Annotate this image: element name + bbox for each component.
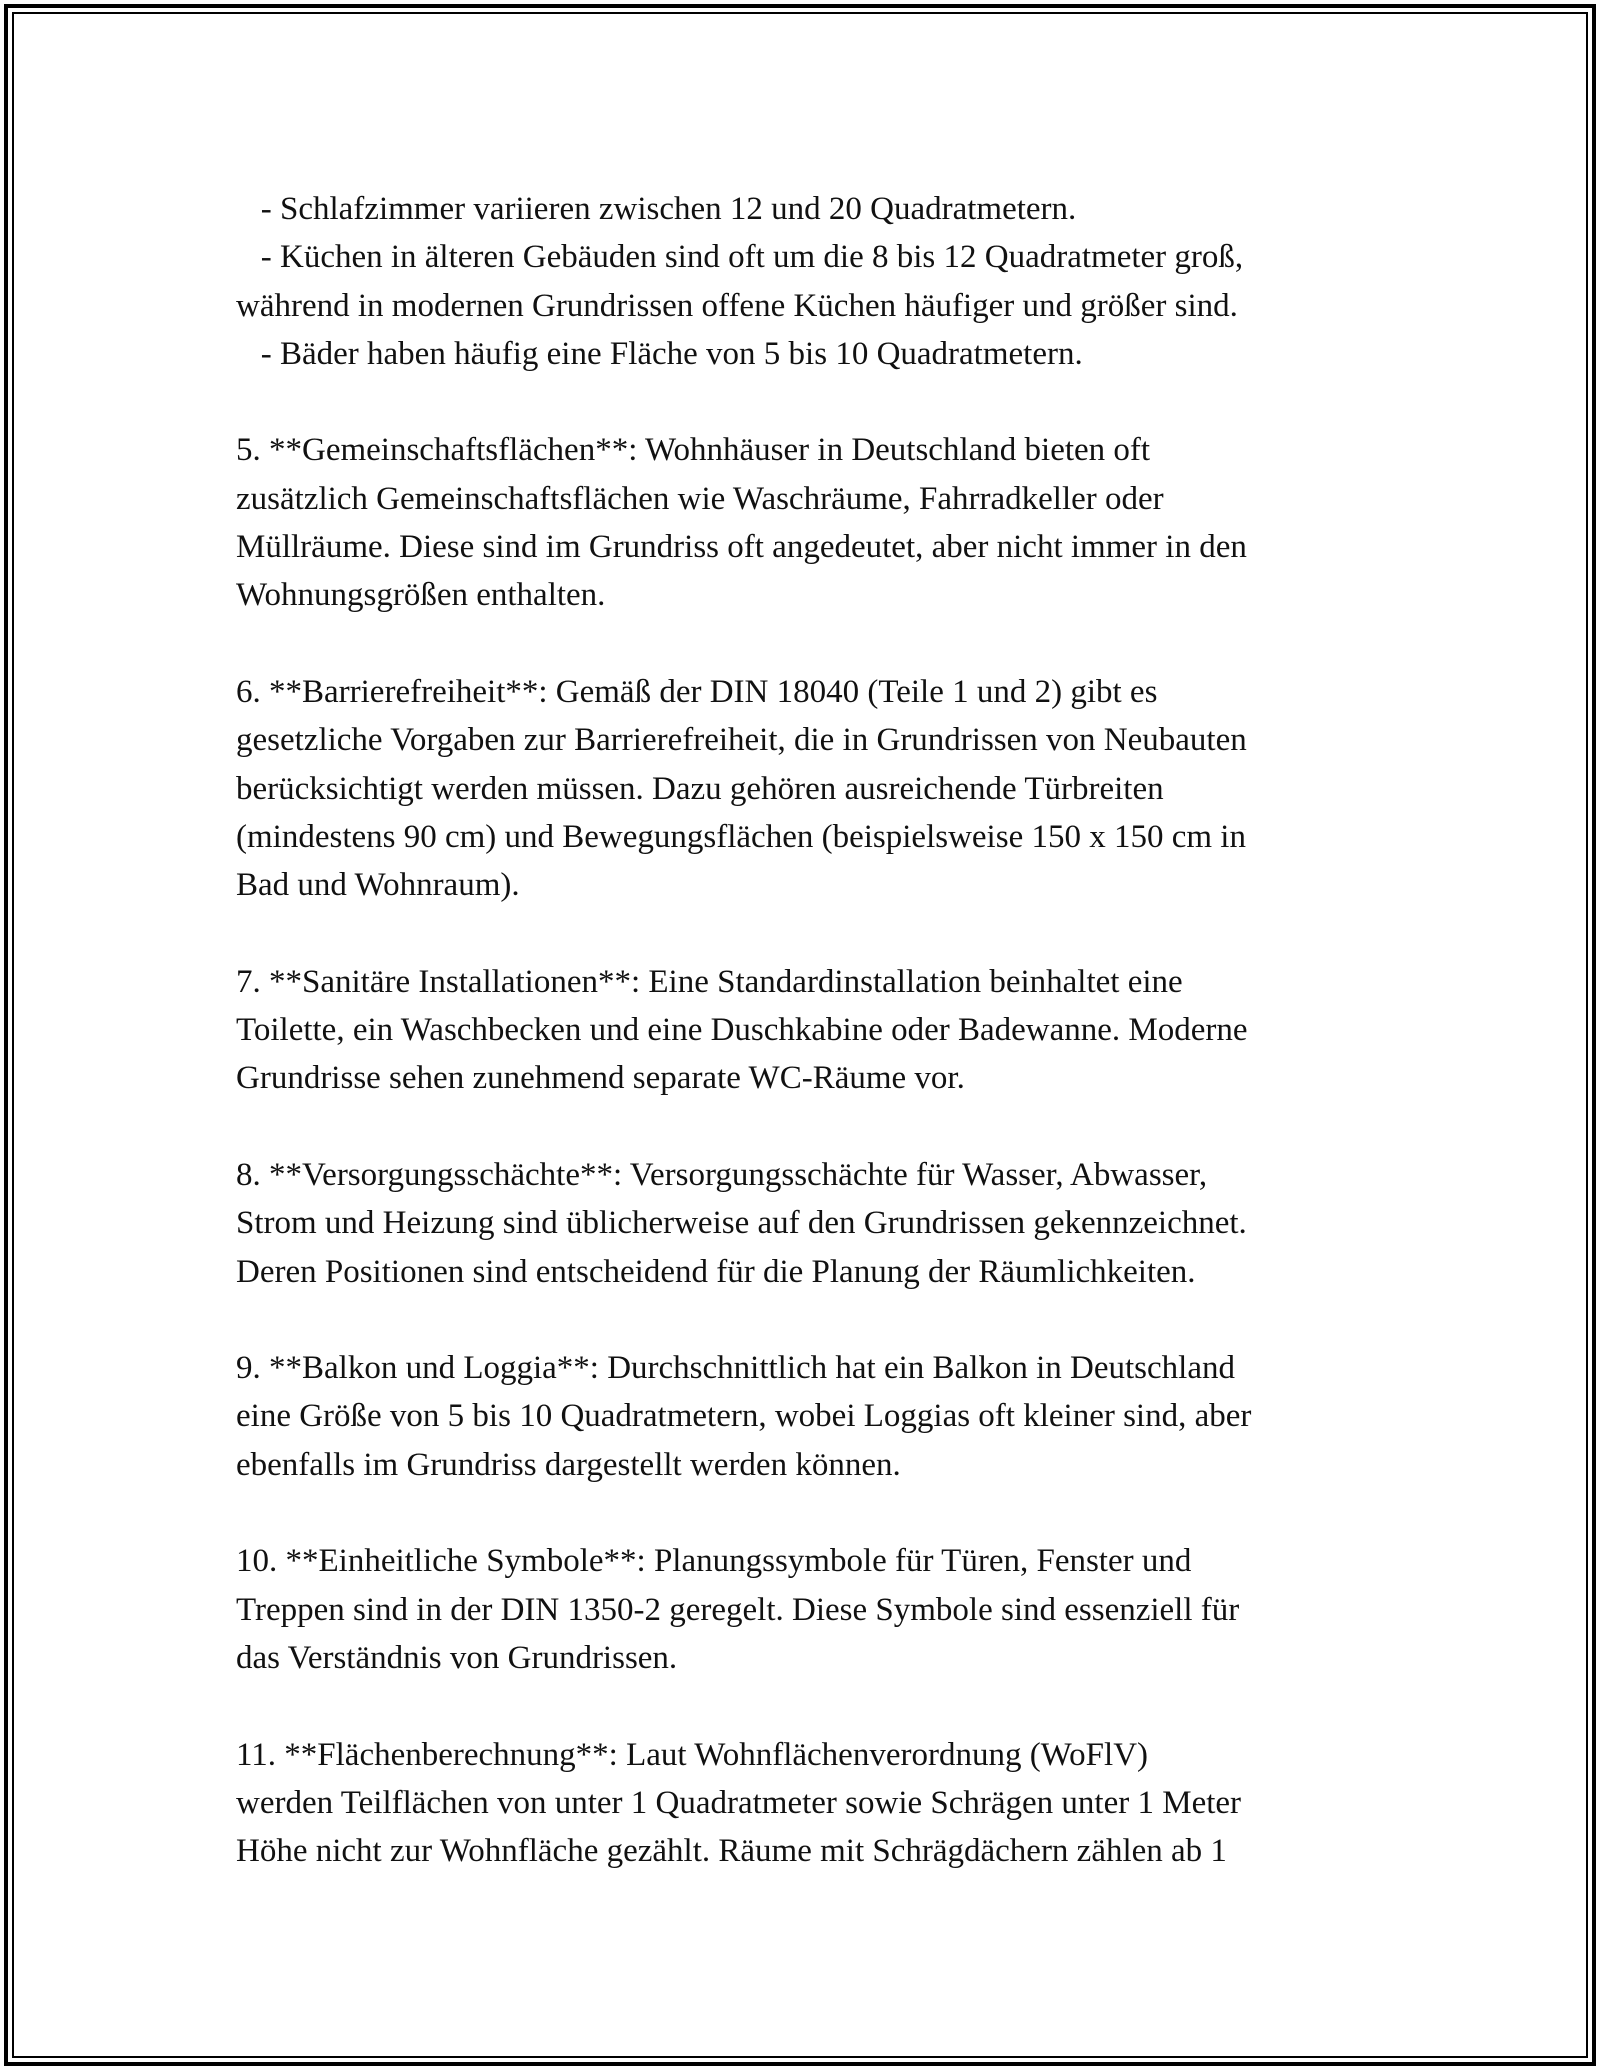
text-line: eine Größe von 5 bis 10 Quadratmetern, wobei Loggias oft kleiner sind, aber xyxy=(236,1398,1252,1435)
text-line: Treppen sind in der DIN 1350-2 geregelt. Diese Symbole sind essenziell für xyxy=(236,1591,1240,1628)
text-line: Toilette, ein Waschbecken und eine Duschkabine oder Badewanne. Moderne xyxy=(236,1012,1248,1049)
text-line: Wohnungsgrößen enthalten. xyxy=(236,577,606,614)
text-line: (mindestens 90 cm) und Bewegungsflächen (beispielsweise 150 x 150 cm in xyxy=(236,818,1246,855)
text-line: - Bäder haben häufig eine Fläche von 5 bis 10 Quadratmetern. xyxy=(236,335,1083,372)
text-line: das Verständnis von Grundrissen. xyxy=(236,1639,678,1676)
text-line: ebenfalls im Grundriss dargestellt werden können. xyxy=(236,1446,901,1483)
text-line: Bad und Wohnraum). xyxy=(236,867,520,904)
text-line: Deren Positionen sind entscheidend für die Planung der Räumlichkeiten. xyxy=(236,1253,1196,1290)
text-line: 8. **Versorgungsschächte**: Versorgungsschächte für Wasser, Abwasser, xyxy=(236,1156,1208,1193)
text-line: 6. **Barrierefreiheit**: Gemäß der DIN 18040 (Teile 1 und 2) gibt es xyxy=(236,673,1158,710)
text-line: 9. **Balkon und Loggia**: Durchschnittlich hat ein Balkon in Deutschland xyxy=(236,1350,1235,1387)
text-line: berücksichtigt werden müssen. Dazu gehören ausreichende Türbreiten xyxy=(236,770,1164,807)
text-line: Müllräume. Diese sind im Grundriss oft angedeutet, aber nicht immer in den xyxy=(236,529,1247,566)
text-line: - Küchen in älteren Gebäuden sind oft um die 8 bis 12 Quadratmeter groß, xyxy=(236,239,1244,276)
paragraph-gap xyxy=(236,1489,1386,1537)
text-line: während in modernen Grundrissen offene Küchen häufiger und größer sind. xyxy=(236,287,1238,324)
paragraph-gap xyxy=(236,1296,1386,1344)
text-line: Strom und Heizung sind üblicherweise auf den Grundrissen gekennzeichnet. xyxy=(236,1205,1247,1242)
text-line: 7. **Sanitäre Installationen**: Eine Standardinstallation beinhaltet eine xyxy=(236,963,1183,1000)
text-line: 5. **Gemeinschaftsflächen**: Wohnhäuser in Deutschland bieten oft xyxy=(236,432,1151,469)
text-line: 10. **Einheitliche Symbole**: Planungssymbole für Türen, Fenster und xyxy=(236,1543,1192,1580)
text-line: - Schlafzimmer variieren zwischen 12 und 20 Quadratmetern. xyxy=(236,191,1077,227)
paragraph-gap xyxy=(236,909,1386,957)
text-line: Höhe nicht zur Wohnfläche gezählt. Räume mit Schrägdächern zählen ab 1 xyxy=(236,1833,1227,1870)
text-line: 11. **Flächenberechnung**: Laut Wohnflächenverordnung (WoFlV) xyxy=(236,1736,1149,1773)
text-line: gesetzliche Vorgaben zur Barrierefreiheit, die in Grundrissen von Neubauten xyxy=(236,722,1247,759)
paragraph-gap xyxy=(236,378,1386,426)
text-line: zusätzlich Gemeinschaftsflächen wie Waschräume, Fahrradkeller oder xyxy=(236,480,1164,517)
paragraph-gap xyxy=(236,620,1386,668)
paragraph-gap xyxy=(236,1682,1386,1730)
document-body xyxy=(236,185,1386,1875)
paragraph-gap xyxy=(236,1103,1386,1151)
text-line: werden Teilflächen von unter 1 Quadratmeter sowie Schrägen unter 1 Meter xyxy=(236,1784,1242,1821)
text-line: Grundrisse sehen zunehmend separate WC-Räume vor. xyxy=(236,1060,965,1097)
